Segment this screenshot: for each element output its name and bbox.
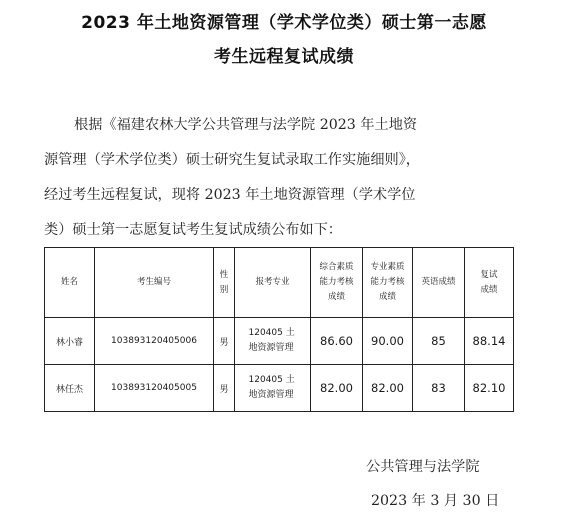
cell-gender: 男	[214, 318, 235, 365]
table-row	[45, 318, 514, 365]
paragraph-line-2: 源管理（学术学位类）硕士研究生复试录取工作实施细则》，	[44, 152, 420, 168]
cell-major	[235, 318, 311, 365]
cell-major-text: 120405 土地资源管理	[248, 328, 295, 353]
document-title-line-2: 考生远程复试成绩	[214, 47, 354, 67]
header-major: 报考专业	[235, 248, 311, 318]
table-row	[45, 365, 514, 412]
score-table	[44, 247, 514, 412]
header-exam-id: 考生编号	[95, 248, 214, 318]
paragraph-line-1: 根据《福建农林大学公共管理与法学院 2023 年土地资	[74, 117, 418, 133]
cell-english: 83	[413, 365, 465, 412]
cell-exam-id: 103893120405006	[95, 318, 214, 365]
cell-gender: 男	[214, 365, 235, 412]
cell-professional: 82.00	[363, 365, 413, 412]
signature-school: 公共管理与法学院	[366, 459, 480, 475]
header-gender	[214, 248, 235, 318]
cell-name: 林任杰	[45, 365, 95, 412]
header-professional-text: 专业素质能力考核成绩	[370, 262, 405, 302]
table-header-row	[45, 248, 514, 318]
cell-comprehensive: 86.60	[311, 318, 363, 365]
document-title-line-1: 2023 年土地资源管理（学术学位类）硕士第一志愿	[81, 13, 487, 33]
header-final	[465, 248, 514, 318]
header-final-text: 复试成绩	[480, 269, 498, 295]
header-professional	[363, 248, 413, 318]
header-comprehensive-text: 综合素质能力考核成绩	[319, 262, 354, 302]
cell-major-text: 120405 土地资源管理	[248, 375, 295, 400]
paragraph-line-4: 类）硕士第一志愿复试考生复试成绩公布如下：	[44, 222, 342, 238]
header-name: 姓名	[45, 248, 95, 318]
cell-final: 82.10	[465, 365, 514, 412]
cell-professional: 90.00	[363, 318, 413, 365]
cell-final: 88.14	[465, 318, 514, 365]
cell-comprehensive: 82.00	[311, 365, 363, 412]
header-comprehensive	[311, 248, 363, 318]
header-gender-text: 性别	[219, 269, 229, 295]
cell-major	[235, 365, 311, 412]
paragraph-line-3: 经过考生远程复试，现将 2023 年土地资源管理（学术学位	[44, 187, 416, 203]
signature-date: 2023 年 3 月 30 日	[371, 493, 500, 509]
cell-english: 85	[413, 318, 465, 365]
cell-exam-id: 103893120405005	[95, 365, 214, 412]
header-english: 英语成绩	[413, 248, 465, 318]
cell-name: 林小睿	[45, 318, 95, 365]
